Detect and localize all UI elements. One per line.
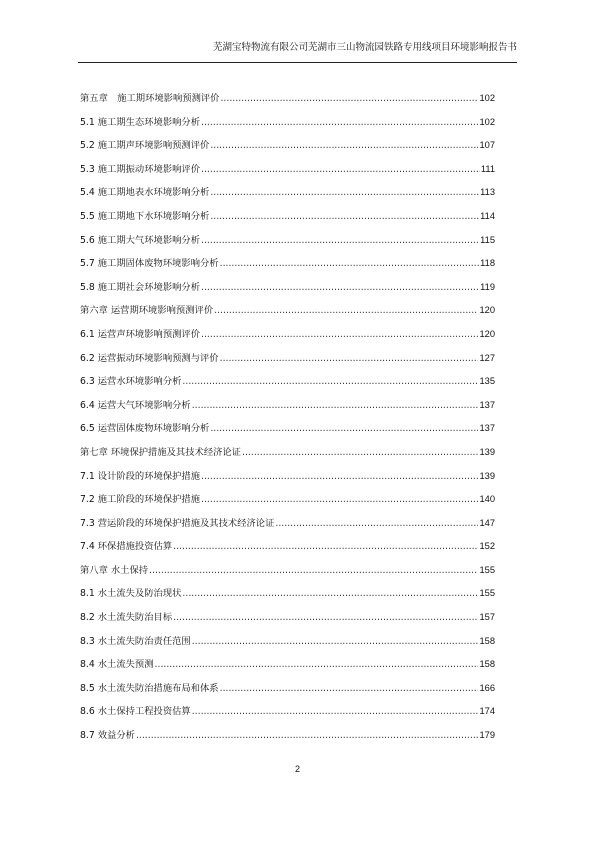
toc-entry-page: 111 — [480, 163, 495, 174]
toc-entry[interactable] — [80, 137, 495, 161]
running-header — [78, 40, 517, 63]
toc-entry-title: 第七章 环境保护措施及其技术经济论证 — [80, 446, 242, 458]
toc-entry-title: 第五章 施工期环境影响预测评价 — [80, 93, 220, 104]
toc-entry-title: 5.8 施工期社会环境影响分析 — [80, 281, 201, 293]
toc-dot-leader — [192, 400, 479, 411]
toc-entry[interactable] — [80, 491, 495, 515]
toc-entry-title: 8.2 水土流失防治目标 — [80, 612, 173, 624]
toc-dot-leader — [182, 376, 478, 387]
toc-dot-leader — [210, 423, 478, 434]
toc-entry[interactable] — [80, 444, 495, 468]
toc-entry-page: 140 — [479, 494, 495, 505]
toc-entry[interactable] — [80, 420, 495, 444]
toc-entry[interactable] — [80, 538, 495, 562]
toc-dot-leader — [220, 93, 478, 104]
toc-entry-title: 5.7 施工期固体废物环境影响分析 — [80, 258, 219, 270]
toc-dot-leader — [155, 659, 479, 670]
toc-entry-title: 5.5 施工期地下水环境影响分析 — [80, 210, 210, 222]
toc-dot-leader — [201, 117, 478, 128]
toc-entry-page: 139 — [479, 446, 495, 457]
toc-entry-title: 8.5 水土流失防治措施布局和体系 — [80, 682, 219, 694]
toc-entry-page: 166 — [479, 682, 495, 693]
toc-entry-title: 6.3 运营水环境影响分析 — [80, 376, 182, 388]
toc-entry-page: 113 — [480, 187, 495, 198]
toc-entry-page: 120 — [479, 328, 495, 339]
toc-entry-page: 137 — [479, 399, 495, 410]
toc-entry[interactable] — [80, 633, 495, 657]
toc-entry[interactable] — [80, 90, 495, 114]
toc-entry-title: 5.6 施工期大气环境影响分析 — [80, 234, 201, 246]
toc-entry[interactable] — [80, 468, 495, 492]
toc-entry-title: 7.2 施工阶段的环境保护措施 — [80, 494, 201, 506]
toc-entry[interactable] — [80, 656, 495, 680]
toc-entry[interactable] — [80, 232, 495, 256]
toc-entry-title: 7.3 营运阶段的环境保护措施及其技术经济论证 — [80, 517, 275, 529]
toc-dot-leader — [201, 164, 480, 175]
toc-entry-page: 137 — [479, 423, 495, 434]
toc-dot-leader — [210, 140, 478, 151]
toc-entry-page: 155 — [479, 564, 495, 575]
toc-dot-leader — [214, 305, 478, 316]
toc-entry-page: 127 — [479, 352, 495, 363]
toc-entry-page: 102 — [479, 116, 495, 127]
toc-dot-leader — [173, 612, 478, 623]
toc-entry-page: 174 — [479, 706, 495, 717]
toc-entry[interactable] — [80, 279, 495, 303]
toc-entry-page: 139 — [479, 470, 495, 481]
toc-entry[interactable] — [80, 562, 495, 586]
toc-entry-title: 第八章 水土保持 — [80, 564, 149, 576]
toc-entry[interactable] — [80, 208, 495, 232]
toc-entry-title: 8.6 水土保持工程投资估算 — [80, 706, 191, 718]
toc-entry-title: 7.1 设计阶段的环境保护措施 — [80, 470, 201, 482]
toc-entry-page: 119 — [480, 281, 495, 292]
toc-dot-leader — [201, 329, 478, 340]
toc-dot-leader — [242, 447, 478, 458]
toc-dot-leader — [210, 211, 479, 222]
toc-entry-page: 114 — [480, 210, 495, 221]
page-footer — [0, 764, 595, 774]
toc-entry-title: 5.2 施工期声环境影响预测评价 — [80, 140, 210, 152]
toc-dot-leader — [201, 471, 478, 482]
toc-entry[interactable] — [80, 585, 495, 609]
toc-entry-page: 147 — [479, 517, 495, 528]
toc-entry-title: 8.3 水土流失防治责任范围 — [80, 635, 191, 647]
toc-entry[interactable] — [80, 373, 495, 397]
toc-entry[interactable] — [80, 397, 495, 421]
toc-dot-leader — [201, 494, 478, 505]
toc-entry[interactable] — [80, 609, 495, 633]
toc-entry-title: 6.5 运营固体废物环境影响分析 — [80, 423, 210, 435]
header-title: 芜湖宝特物流有限公司芜湖市三山物流园铁路专用线项目环境影响报告书 — [212, 42, 517, 53]
toc-dot-leader — [220, 683, 479, 694]
toc-dot-leader — [136, 730, 479, 741]
page-number: 2 — [294, 764, 300, 774]
toc-dot-leader — [149, 565, 478, 576]
toc-entry-title: 5.3 施工期振动环境影响评价 — [80, 163, 201, 175]
toc-entry-page: 115 — [480, 234, 495, 245]
toc-entry-page: 155 — [479, 588, 495, 599]
toc-entry[interactable] — [80, 680, 495, 704]
toc-entry-page: 107 — [479, 140, 495, 151]
toc-dot-leader — [173, 541, 478, 552]
toc-entry[interactable] — [80, 255, 495, 279]
toc-entry-page: 157 — [479, 612, 495, 623]
toc-entry-page: 118 — [480, 258, 495, 269]
toc-dot-leader — [220, 353, 479, 364]
table-of-contents — [80, 90, 495, 751]
toc-dot-leader — [201, 282, 479, 293]
toc-dot-leader — [192, 706, 479, 717]
toc-entry[interactable] — [80, 161, 495, 185]
toc-entry[interactable] — [80, 184, 495, 208]
toc-entry-title: 6.4 运营大气环境影响分析 — [80, 399, 191, 411]
toc-entry-title: 6.1 运营声环境影响预测评价 — [80, 328, 201, 340]
toc-entry[interactable] — [80, 326, 495, 350]
toc-dot-leader — [192, 636, 479, 647]
toc-entry[interactable] — [80, 302, 495, 326]
toc-dot-leader — [220, 258, 480, 269]
toc-entry-page: 158 — [479, 635, 495, 646]
toc-dot-leader — [210, 187, 479, 198]
toc-entry-title: 6.2 运营振动环境影响预测与评价 — [80, 352, 219, 364]
toc-entry-page: 120 — [479, 305, 495, 316]
toc-entry[interactable] — [80, 515, 495, 539]
toc-entry-title: 8.4 水土流失预测 — [80, 659, 154, 671]
toc-entry-page: 152 — [479, 541, 495, 552]
toc-entry[interactable] — [80, 727, 495, 751]
toc-entry-title: 第六章 运营期环境影响预测评价 — [80, 305, 214, 317]
toc-entry-title: 8.7 效益分析 — [80, 730, 135, 742]
toc-entry[interactable] — [80, 114, 495, 138]
toc-entry-page: 179 — [479, 730, 495, 741]
toc-entry-title: 7.4 环保措施投资估算 — [80, 541, 173, 553]
toc-entry-page: 102 — [479, 93, 495, 103]
toc-entry-page: 158 — [479, 659, 495, 670]
toc-entry-title: 8.1 水土流失及防治现状 — [80, 588, 182, 600]
toc-entry-title: 5.4 施工期地表水环境影响分析 — [80, 187, 210, 199]
toc-entry[interactable] — [80, 350, 495, 374]
toc-entry-page: 135 — [479, 376, 495, 387]
toc-dot-leader — [201, 235, 479, 246]
toc-entry-title: 5.1 施工期生态环境影响分析 — [80, 116, 201, 128]
toc-dot-leader — [182, 588, 478, 599]
toc-entry[interactable] — [80, 703, 495, 727]
toc-dot-leader — [275, 518, 478, 529]
